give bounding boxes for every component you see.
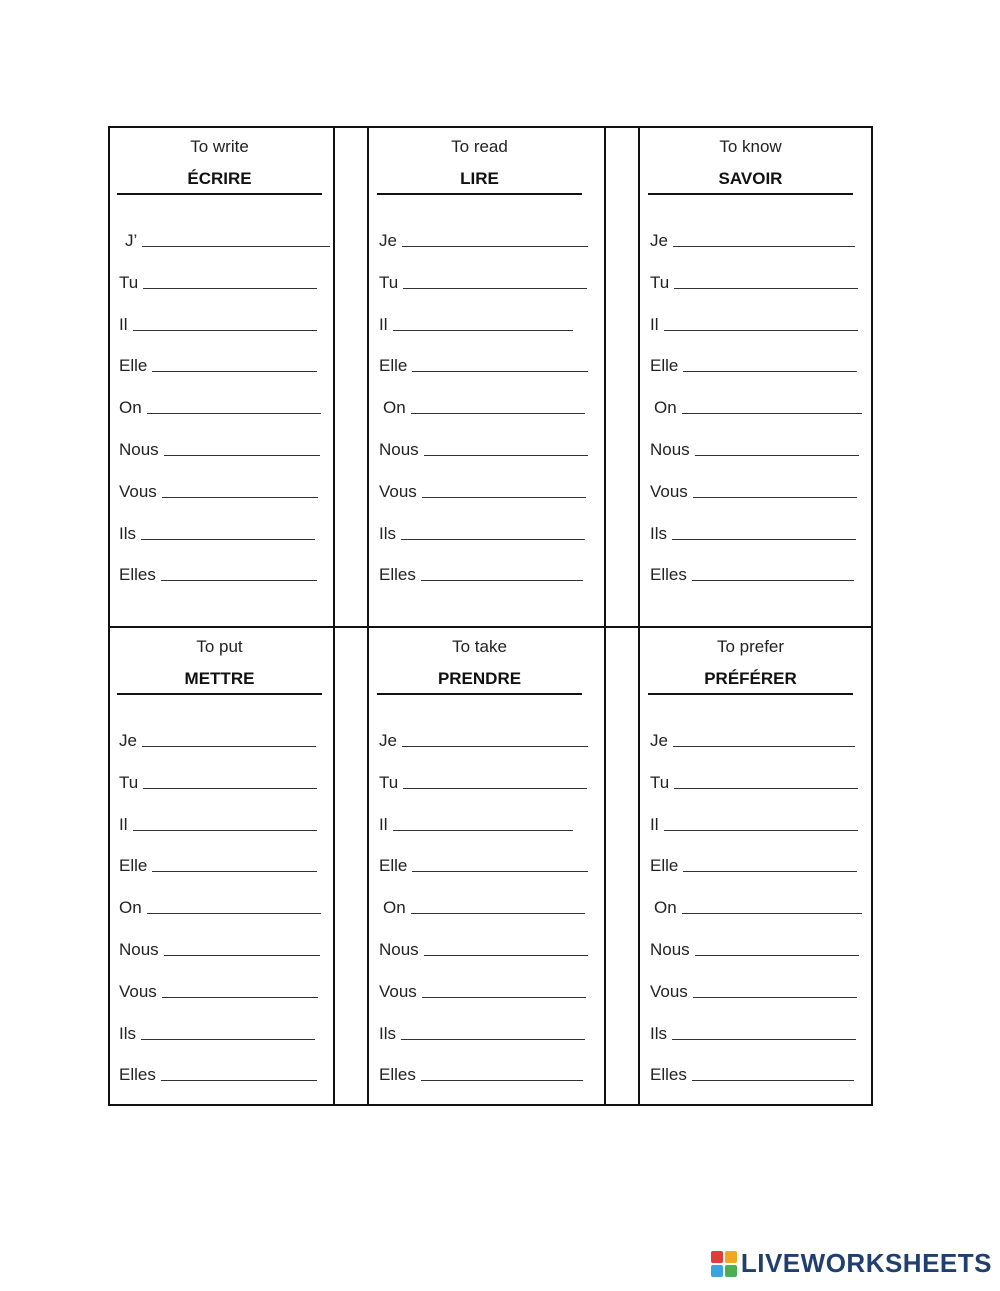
pronoun-label: Nous [119,940,159,959]
conjugation-row [379,352,588,378]
conjugation-row [379,811,573,837]
verb-french: ÉCRIRE [187,169,252,188]
answer-blank[interactable] [664,812,858,831]
conjugation-row [379,852,588,878]
conjugation-row [650,269,858,295]
conjugation-row [650,1020,856,1046]
pronoun-label: Nous [650,440,690,459]
conjugation-row [379,1061,583,1087]
pronoun-label: Je [650,731,668,750]
verb-cell [377,626,601,1096]
answer-blank[interactable] [402,728,588,747]
pronoun-label: Nous [379,440,419,459]
conjugation-row [379,978,586,1004]
pronoun-label: Elles [650,565,687,585]
pronoun-label: Je [119,731,137,750]
answer-blank[interactable] [162,479,318,498]
pronoun-label: Vous [650,981,688,1001]
pronoun-label: Nous [119,440,159,459]
answer-blank[interactable] [152,353,317,372]
heading-underline [377,693,582,695]
pronoun-label: Il [119,814,128,834]
pronoun-label: Ils [379,523,396,543]
answer-blank[interactable] [673,728,855,747]
answer-blank[interactable] [142,228,330,247]
answer-blank[interactable] [683,853,857,872]
answer-blank[interactable] [674,270,858,289]
pronoun-label: Ils [650,523,667,543]
answer-blank[interactable] [164,437,320,456]
answer-blank[interactable] [133,312,317,331]
heading-underline [117,693,322,695]
pronoun-label: Tu [379,272,399,292]
verb-french: LIRE [460,169,499,188]
conjugation-row [654,394,862,420]
pronoun-label: On [119,898,142,918]
conjugation-row [650,936,859,962]
pronoun-label: Elle [650,356,679,376]
answer-blank[interactable] [424,937,588,956]
answer-blank[interactable] [147,895,321,914]
answer-blank[interactable] [152,853,317,872]
conjugation-row [650,978,857,1004]
answer-blank[interactable] [424,437,588,456]
pronoun-label: J’ [125,231,138,250]
answer-blank[interactable] [133,812,317,831]
answer-blank[interactable] [403,770,587,789]
answer-blank[interactable] [695,437,859,456]
pronoun-label: Il [119,314,128,334]
conjugation-row [650,852,857,878]
answer-blank[interactable] [161,562,317,581]
pronoun-label: Il [379,814,388,834]
verb-french: METTRE [184,669,255,688]
liveworksheets-logo [711,1248,992,1279]
answer-blank[interactable] [683,353,857,372]
verb-cell [117,626,341,1096]
answer-blank[interactable] [141,1021,315,1040]
pronoun-label: Vous [119,481,157,501]
answer-blank[interactable] [403,270,587,289]
pronoun-label: Elles [119,1065,156,1085]
pronoun-label: Je [379,231,397,250]
answer-blank[interactable] [411,895,585,914]
answer-blank[interactable] [682,395,862,414]
pronoun-label: Elles [379,1065,416,1085]
pronoun-label: Il [650,314,659,334]
pronoun-label: Je [650,231,668,250]
pronoun-label: Ils [119,523,136,543]
answer-blank[interactable] [401,521,585,540]
pronoun-label: Tu [650,272,670,292]
pronoun-label: Elle [379,856,408,876]
verb-english: To prefer [716,637,785,656]
conjugation-row [119,352,317,378]
answer-blank[interactable] [421,562,583,581]
answer-blank[interactable] [143,270,317,289]
conjugation-row [119,852,317,878]
conjugation-row [119,727,316,753]
heading-underline [648,193,853,195]
pronoun-label: Tu [119,772,139,792]
answer-blank[interactable] [673,228,855,247]
conjugation-row [119,936,320,962]
verb-english: To write [190,137,249,156]
pronoun-label: Elle [650,856,679,876]
conjugation-row [650,352,857,378]
conjugation-row [650,769,858,795]
column-divider [604,126,606,1106]
conjugation-row [650,436,859,462]
conjugation-row [654,894,862,920]
pronoun-label: Tu [650,772,670,792]
conjugation-row [119,561,317,587]
logo-badge-tile [725,1251,737,1263]
answer-blank[interactable] [422,479,586,498]
conjugation-row [650,478,857,504]
verb-english: To put [196,637,243,656]
pronoun-label: Tu [119,272,139,292]
heading-underline [648,693,853,695]
logo-badge-tile [725,1265,737,1277]
verb-cell [648,126,872,596]
table-border-left [108,126,110,1106]
conjugation-row [379,769,587,795]
logo-badge-tile [711,1251,723,1263]
pronoun-label: Vous [379,481,417,501]
pronoun-label: On [119,398,142,418]
verb-english: To take [452,637,507,656]
verb-english: To read [451,137,508,156]
pronoun-label: On [383,398,406,418]
verb-cell [648,626,872,1096]
conjugation-row [379,269,587,295]
conjugation-row [119,769,317,795]
pronoun-label: Nous [650,940,690,959]
pronoun-label: Vous [650,481,688,501]
pronoun-label: Ils [119,1023,136,1043]
answer-blank[interactable] [421,1062,583,1081]
answer-blank[interactable] [161,1062,317,1081]
pronoun-label: Vous [379,981,417,1001]
pronoun-label: Elle [379,356,408,376]
conjugation-row [650,311,858,337]
conjugation-row [119,269,317,295]
answer-blank[interactable] [147,395,321,414]
column-divider [638,126,640,1106]
conjugation-row [379,227,588,253]
pronoun-label: Elles [119,565,156,585]
column-divider [367,126,369,1106]
answer-blank[interactable] [693,979,857,998]
answer-blank[interactable] [695,937,859,956]
conjugation-row [650,727,855,753]
conjugation-row [119,1020,315,1046]
conjugation-row [650,561,854,587]
answer-blank[interactable] [674,770,858,789]
conjugation-row [119,894,321,920]
conjugation-row [119,978,318,1004]
answer-blank[interactable] [422,979,586,998]
conjugation-row [379,727,588,753]
conjugation-row [383,394,585,420]
answer-blank[interactable] [393,812,573,831]
conjugation-row [650,811,858,837]
answer-blank[interactable] [401,1021,585,1040]
answer-blank[interactable] [164,937,320,956]
answer-blank[interactable] [143,770,317,789]
heading-underline [377,193,582,195]
verb-cell [117,126,341,596]
answer-blank[interactable] [411,395,585,414]
answer-blank[interactable] [393,312,573,331]
answer-blank[interactable] [692,562,854,581]
pronoun-label: Ils [379,1023,396,1043]
conjugation-row [379,1020,585,1046]
logo-text: LIVEWORKSHEETS [740,1248,992,1278]
conjugation-row [650,1061,854,1087]
pronoun-label: On [654,398,677,418]
conjugation-row [119,436,320,462]
conjugation-row [119,478,318,504]
conjugation-row [379,520,585,546]
conjugation-row [379,436,588,462]
conjugation-row [379,311,573,337]
answer-blank[interactable] [402,228,588,247]
logo-badge-tile [711,1265,723,1277]
conjugation-row [383,894,585,920]
verb-french: PRÉFÉRER [704,669,797,688]
pronoun-label: Nous [379,940,419,959]
verb-french: PRENDRE [437,669,522,688]
pronoun-label: Il [379,314,388,334]
conjugation-row [379,478,586,504]
pronoun-label: Ils [650,1023,667,1043]
table-border-bottom [108,1104,871,1106]
verb-french: SAVOIR [718,169,783,188]
conjugation-row [119,311,317,337]
conjugation-row [650,520,856,546]
answer-blank[interactable] [692,1062,854,1081]
answer-blank[interactable] [672,1021,856,1040]
pronoun-label: Elle [119,356,148,376]
pronoun-label: On [383,898,406,918]
pronoun-label: Je [379,731,397,750]
conjugation-row [119,394,321,420]
heading-underline [117,193,322,195]
verb-english: To know [719,137,782,156]
conjugation-row [379,936,588,962]
pronoun-label: Vous [119,981,157,1001]
answer-blank[interactable] [412,853,588,872]
pronoun-label: Tu [379,772,399,792]
pronoun-label: On [654,898,677,918]
conjugation-row [379,561,583,587]
logo-badge-icon [711,1251,737,1277]
answer-blank[interactable] [162,979,318,998]
verb-cell [377,126,601,596]
conjugation-row [119,1061,317,1087]
pronoun-label: Elle [119,856,148,876]
conjugation-row [125,227,330,253]
pronoun-label: Il [650,814,659,834]
conjugation-row [119,520,315,546]
answer-blank[interactable] [693,479,857,498]
pronoun-label: Elles [650,1065,687,1085]
pronoun-label: Elles [379,565,416,585]
answer-blank[interactable] [141,521,315,540]
answer-blank[interactable] [412,353,588,372]
conjugation-row [650,227,855,253]
answer-blank[interactable] [664,312,858,331]
answer-blank[interactable] [682,895,862,914]
answer-blank[interactable] [142,728,316,747]
conjugation-row [119,811,317,837]
answer-blank[interactable] [672,521,856,540]
